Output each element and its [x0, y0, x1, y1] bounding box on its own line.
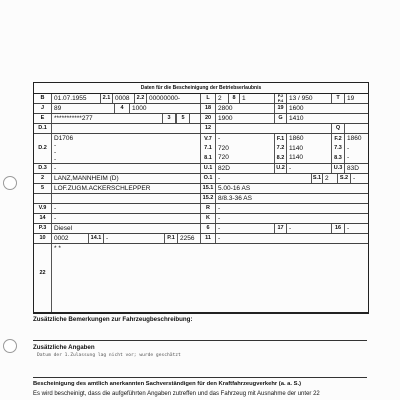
field-value: -: [106, 235, 109, 242]
field-value: * *: [54, 245, 61, 252]
field-label: F.1: [274, 134, 287, 144]
field-label: V.9: [34, 204, 52, 213]
field-label: 15.2: [200, 194, 216, 203]
field-value: 1140: [289, 145, 303, 152]
form-row-22: [34, 244, 368, 313]
field-value: 1900: [218, 115, 233, 122]
field-label: 5: [176, 114, 190, 123]
form-row-14: [34, 214, 368, 224]
field-label: P.1: [164, 234, 178, 243]
field-value: LOF.ZUGM.ACKERSCHLEPPER: [54, 185, 151, 192]
field-value: 5.00-16 AS: [218, 185, 251, 192]
field-value: 720: [218, 145, 229, 152]
field-value: 1860: [289, 135, 304, 142]
field-value: -: [347, 145, 350, 152]
punch-hole: [3, 339, 17, 353]
field-value: 13 / 950: [289, 95, 313, 102]
form-row-d1: [34, 124, 368, 134]
field-value: 0008: [115, 95, 130, 102]
angaben-note: Datum der 1.Zulassung lag nicht vor; wurde geschätzt: [37, 353, 181, 358]
field-value: 00000000-: [149, 95, 181, 102]
field-value: Diesel: [54, 225, 73, 232]
field-value: 1600: [289, 105, 304, 112]
field-label: B: [34, 94, 52, 103]
punch-hole: [3, 176, 17, 190]
field-value: -: [218, 135, 221, 142]
form-row-b: [34, 94, 368, 104]
section-heading-bemerkungen: Zusätzliche Bemerkungen zur Fahrzeugbeschreibung:: [33, 316, 193, 323]
field-value: [52, 194, 200, 203]
field-value: -: [218, 175, 221, 182]
field-label: 8.3: [331, 153, 345, 163]
field-value: 1410: [289, 115, 304, 122]
field-value: [190, 114, 200, 123]
field-label: 5: [34, 184, 52, 193]
field-label: [34, 194, 52, 203]
field-label: 12: [200, 124, 216, 133]
field-value: 83D: [347, 165, 359, 172]
field-label: 4: [114, 104, 130, 113]
field-label: J: [34, 104, 52, 113]
section-heading-angaben: Zusätzliche Angaben: [33, 344, 95, 351]
field-label: D.3: [34, 164, 52, 173]
field-label: P.3: [34, 224, 52, 233]
section-heading-bescheinigung: Bescheinigung des amtlich anerkannten Sachverständigen für den Kraftfahrzeugverkehr (a. a. S.): [33, 381, 302, 387]
field-value: 19: [347, 95, 355, 102]
form-row-5: [34, 184, 368, 194]
form-row-2: [34, 174, 368, 184]
field-label: K: [200, 214, 216, 223]
field-value: 2: [325, 175, 329, 182]
field-label: D.1: [34, 124, 52, 133]
field-value: 8/8.3-36 AS: [218, 195, 252, 202]
field-label: U.1: [200, 164, 216, 173]
field-label: P.2 P.4: [274, 94, 287, 103]
field-label: 2.2: [134, 94, 147, 103]
field-value: -: [54, 165, 57, 172]
form-row-p3: [34, 224, 368, 234]
divider: [33, 340, 367, 341]
field-value: -: [289, 225, 292, 232]
form-row-10: [34, 234, 368, 244]
field-label: U.3: [331, 164, 345, 173]
form-row-j: [34, 104, 368, 114]
field-label: 2.1: [100, 94, 113, 103]
field-value: LANZ,MANNHEIM (D): [54, 175, 119, 182]
field-label: 2: [34, 174, 52, 183]
field-value: -: [54, 205, 57, 212]
field-value: -: [347, 154, 350, 161]
field-label: 14.1: [88, 234, 104, 243]
field-label: G: [274, 114, 287, 123]
field-label: 10: [34, 234, 52, 243]
field-label: 17: [274, 224, 287, 233]
field-value: 1860: [347, 135, 362, 142]
bescheinigung-text: Es wird bescheinigt, dass die aufgeführten Angaben zutreffen und das Fahrzeug mit Ausnahme der unter 22: [33, 391, 320, 397]
field-value: 2256: [180, 235, 195, 242]
field-value: -: [54, 149, 57, 156]
field-label: O.1: [200, 174, 216, 183]
field-value: [52, 124, 200, 133]
field-label: V.7: [200, 134, 216, 144]
field-value: 1140: [289, 154, 303, 161]
field-label: 8.2: [274, 153, 287, 163]
field-label: 19: [274, 104, 287, 113]
field-label: F.2: [331, 134, 345, 144]
form-row-e: [34, 114, 368, 124]
field-label: 20: [200, 114, 216, 123]
field-value: -: [289, 165, 292, 172]
field-value: 1000: [132, 105, 147, 112]
form-title: Daten für die Bescheinigung der Betriebserlaubnis: [34, 83, 368, 94]
field-label: 3: [162, 114, 176, 123]
form-row-15-2: [34, 194, 368, 204]
field-value: 720: [218, 154, 229, 161]
field-label: R: [200, 204, 216, 213]
field-value: 01.07.1955: [54, 95, 87, 102]
field-label: 15.1: [200, 184, 216, 193]
field-value: -: [54, 215, 57, 222]
field-label: U.2: [274, 164, 287, 173]
field-value: D1706: [54, 135, 74, 142]
field-label: 7.1: [200, 144, 216, 153]
field-label: 16: [331, 224, 345, 233]
field-value: 0002: [54, 235, 69, 242]
field-label: 14: [34, 214, 52, 223]
field-label: 7.2: [274, 144, 287, 153]
field-label: E: [34, 114, 52, 123]
field-label: D.2: [34, 134, 52, 163]
field-value: 82D: [218, 165, 230, 172]
field-value: -: [353, 175, 356, 182]
divider: [33, 377, 367, 378]
field-label: S.1: [312, 175, 322, 181]
field-label: 8.1: [200, 153, 216, 163]
vehicle-data-form: [33, 82, 369, 314]
field-label: T: [331, 94, 345, 103]
form-row-d3: [34, 164, 368, 174]
field-label: Q: [331, 124, 345, 133]
field-label: S.2: [337, 174, 351, 183]
field-label: 7.3: [331, 144, 345, 153]
field-label: 6: [200, 224, 216, 233]
field-value: 89: [54, 105, 62, 112]
field-label: 18: [200, 104, 216, 113]
field-label: 22: [34, 244, 52, 312]
field-label: 11: [200, 234, 216, 243]
field-value: -: [218, 215, 221, 222]
field-value: -: [347, 225, 350, 232]
form-row-v9: [34, 204, 368, 214]
field-value: 1: [242, 95, 246, 102]
field-value: -: [54, 156, 57, 163]
field-value: -: [218, 235, 221, 242]
field-value: -: [218, 205, 221, 212]
field-value: -: [54, 142, 57, 149]
field-value: 2800: [218, 105, 233, 112]
field-value: -: [218, 225, 221, 232]
field-value: ***********277: [54, 115, 93, 122]
field-value: 2: [218, 95, 222, 102]
field-label: 8: [228, 94, 240, 103]
field-label: L: [200, 94, 216, 103]
form-row-d2: [34, 134, 368, 164]
